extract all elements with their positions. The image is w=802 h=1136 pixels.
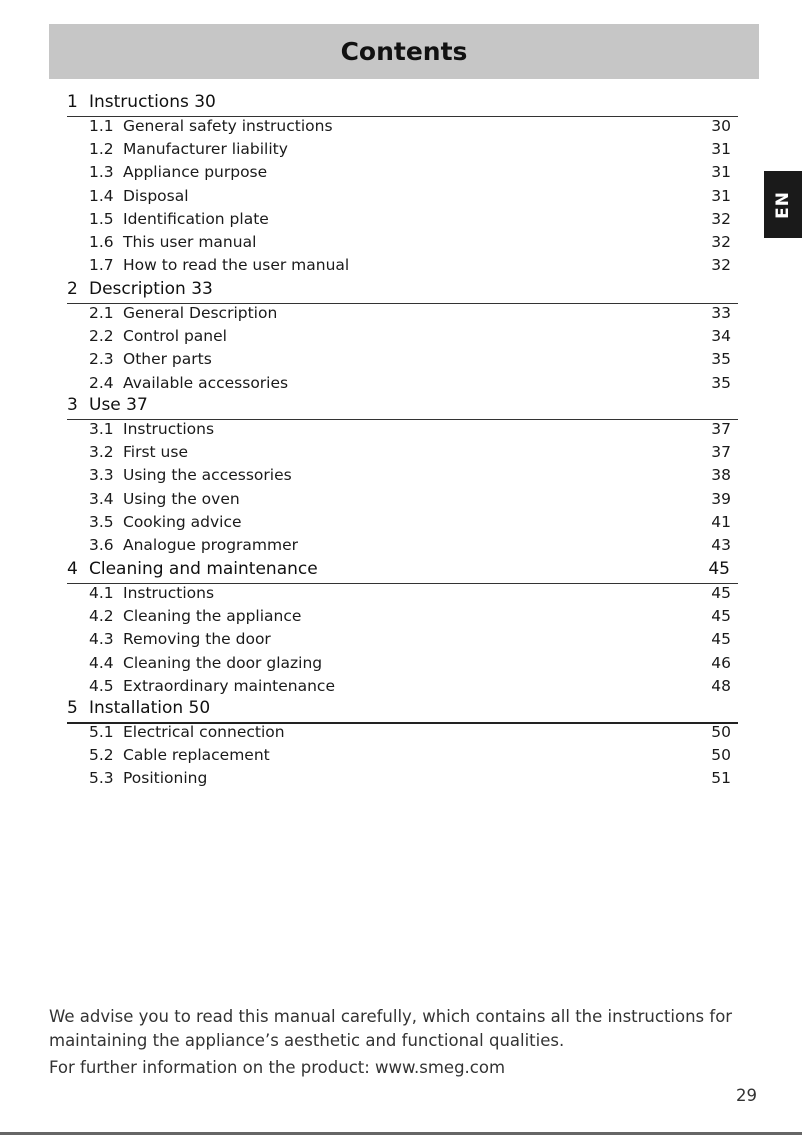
page-title: Contents [340, 37, 468, 66]
toc-section-page: 45 [708, 559, 730, 579]
toc-entry-title: Removing the door [123, 630, 271, 649]
toc-entry-num: 5.2 [89, 746, 114, 765]
toc-section-title: Instructions 30 [89, 92, 216, 112]
toc-entry[interactable] [89, 654, 731, 677]
toc-entry[interactable] [89, 630, 731, 653]
toc-entry-title: Control panel [123, 327, 227, 346]
toc-entry-title: Positioning [123, 769, 208, 788]
toc-entry-page: 30 [711, 117, 731, 135]
toc-entry-title: This user manual [123, 233, 257, 251]
toc-entry-title: First use [123, 443, 188, 462]
toc-section-heading[interactable] [67, 559, 738, 584]
toc-entry-num: 1.2 [89, 140, 114, 159]
toc-entry-num: 1.6 [89, 233, 114, 251]
toc-entry-num: 2.2 [89, 327, 114, 346]
toc-entry[interactable] [89, 536, 731, 559]
toc-entry-num: 3.6 [89, 536, 114, 554]
toc-entry[interactable] [89, 746, 731, 769]
toc-entry-page: 32 [711, 209, 731, 228]
language-tab-label: EN [773, 190, 793, 219]
toc-entry-page: 50 [711, 746, 731, 765]
toc-entry-page: 35 [711, 373, 731, 392]
toc-entry[interactable] [89, 187, 731, 210]
toc-section-num: 2 [67, 279, 78, 299]
toc-entry-page: 35 [711, 350, 731, 369]
language-tab [764, 171, 802, 238]
toc-entry-num: 2.1 [89, 304, 114, 322]
toc-entry-page: 46 [711, 653, 731, 672]
footer-note [49, 1005, 749, 1080]
toc-entry-title: Manufacturer liability [123, 140, 288, 159]
toc-entry-title: Cleaning the appliance [123, 607, 302, 626]
toc-entry-page: 31 [711, 163, 731, 182]
toc-entry-title: Cooking advice [123, 512, 242, 531]
toc-entry-page: 32 [711, 233, 731, 251]
toc-entry-page: 48 [711, 676, 731, 695]
toc-entry[interactable] [89, 723, 731, 746]
toc-entry[interactable] [89, 304, 731, 327]
toc-entry-num: 3.4 [89, 489, 114, 508]
footer-line-1: We advise you to read this manual carefully, which contains all the instructions for [49, 1007, 733, 1026]
toc-entry-num: 3.3 [89, 466, 114, 485]
toc-entry-num: 1.7 [89, 256, 114, 275]
toc-entry-num: 2.3 [89, 350, 114, 369]
toc-entry[interactable] [89, 420, 731, 443]
toc-entry-num: 5.3 [89, 769, 114, 788]
toc-entry-title: Using the oven [123, 489, 240, 508]
toc-entry-num: 5.1 [89, 723, 114, 741]
toc-entry-page: 31 [711, 140, 731, 159]
toc-entry-num: 1.5 [89, 209, 114, 228]
page-title-banner [49, 24, 759, 79]
page-number: 29 [736, 1086, 757, 1105]
toc-entry-num: 2.4 [89, 373, 114, 392]
toc-entry-title: How to read the user manual [123, 256, 350, 275]
toc-section-heading[interactable] [67, 395, 738, 420]
toc-entry-page: 45 [711, 630, 731, 649]
toc-entry-title: Identification plate [123, 209, 269, 228]
toc-entry-page: 31 [711, 186, 731, 205]
toc-section-title: Description 33 [89, 279, 213, 299]
toc-section-title: Installation 50 [89, 698, 211, 718]
toc-entry-num: 1.1 [89, 117, 114, 135]
toc-entry-title: Disposal [123, 186, 189, 205]
toc-entry-title: Cleaning the door glazing [123, 653, 323, 672]
footer-line-3: For further information on the product: www.smeg.com [49, 1058, 506, 1077]
toc-entry-num: 4.4 [89, 653, 114, 672]
toc-section-title: Use 37 [89, 395, 148, 415]
bottom-rule [0, 1132, 802, 1135]
toc-entry-title: Using the accessories [123, 466, 292, 485]
toc-entry-page: 34 [711, 327, 731, 346]
toc-entry-num: 3.5 [89, 512, 114, 531]
toc-entry-page: 39 [711, 489, 731, 508]
toc-section-num: 4 [67, 559, 78, 579]
toc-section-num: 1 [67, 92, 78, 112]
toc-entry-title: Other parts [123, 350, 212, 369]
toc-section-num: 3 [67, 395, 78, 415]
toc-section-num: 5 [67, 698, 78, 718]
toc-entry-page: 45 [711, 607, 731, 626]
toc-section-heading[interactable] [67, 279, 738, 304]
toc-entry-title: Instructions [123, 420, 215, 438]
toc-entry-num: 3.1 [89, 420, 114, 438]
toc-entry-page: 38 [711, 466, 731, 485]
toc-entry-page: 33 [711, 304, 731, 322]
toc-entry-page: 32 [711, 256, 731, 275]
toc-entry-title: General safety instructions [123, 117, 333, 135]
toc-entry-page: 37 [711, 443, 731, 462]
toc-entry-page: 51 [711, 769, 731, 788]
toc-entry-num: 3.2 [89, 443, 114, 462]
toc-entry[interactable] [89, 677, 731, 700]
toc-entry-page: 50 [711, 723, 731, 741]
toc-entry[interactable] [89, 513, 731, 536]
footer-line-2: maintaining the appliance’s aesthetic and functional qualities. [49, 1031, 565, 1050]
toc-entry-page: 43 [711, 536, 731, 554]
toc-entry[interactable] [89, 256, 731, 279]
toc-section-heading[interactable] [67, 92, 738, 117]
toc-entry-title: Cable replacement [123, 746, 270, 765]
toc-entry[interactable] [89, 163, 731, 186]
toc-entry-num: 4.1 [89, 584, 114, 602]
toc-entry-num: 4.3 [89, 630, 114, 649]
toc-entry-title: Available accessories [123, 373, 289, 392]
toc-entry[interactable] [89, 466, 731, 489]
toc-entry[interactable] [89, 769, 731, 792]
toc-entry-num: 1.3 [89, 163, 114, 182]
toc-entry-page: 37 [711, 420, 731, 438]
toc-entry-title: Extraordinary maintenance [123, 676, 335, 695]
toc-entry[interactable] [89, 607, 731, 630]
toc-entry[interactable] [89, 117, 731, 140]
toc-entry[interactable] [89, 210, 731, 233]
toc-entry[interactable] [89, 327, 731, 350]
toc-entry-title: Appliance purpose [123, 163, 268, 182]
toc-entry[interactable] [89, 443, 731, 466]
toc-entry-title: General Description [123, 304, 278, 322]
toc-entry[interactable] [89, 490, 731, 513]
toc-entry[interactable] [89, 350, 731, 373]
toc-entry-title: Instructions [123, 584, 215, 602]
toc-entry-page: 41 [711, 512, 731, 531]
toc-section-heading[interactable] [67, 698, 738, 724]
toc-entry-num: 4.2 [89, 607, 114, 626]
toc-entry[interactable] [89, 233, 731, 256]
toc-section-title: Cleaning and maintenance [89, 559, 318, 579]
toc-entry[interactable] [89, 584, 731, 607]
toc-entry-title: Analogue programmer [123, 536, 299, 554]
toc-entry-page: 45 [711, 584, 731, 602]
toc-entry-num: 4.5 [89, 676, 114, 695]
toc-entry-num: 1.4 [89, 186, 114, 205]
toc-entry[interactable] [89, 374, 731, 397]
toc-entry-title: Electrical connection [123, 723, 285, 741]
toc-entry[interactable] [89, 140, 731, 163]
